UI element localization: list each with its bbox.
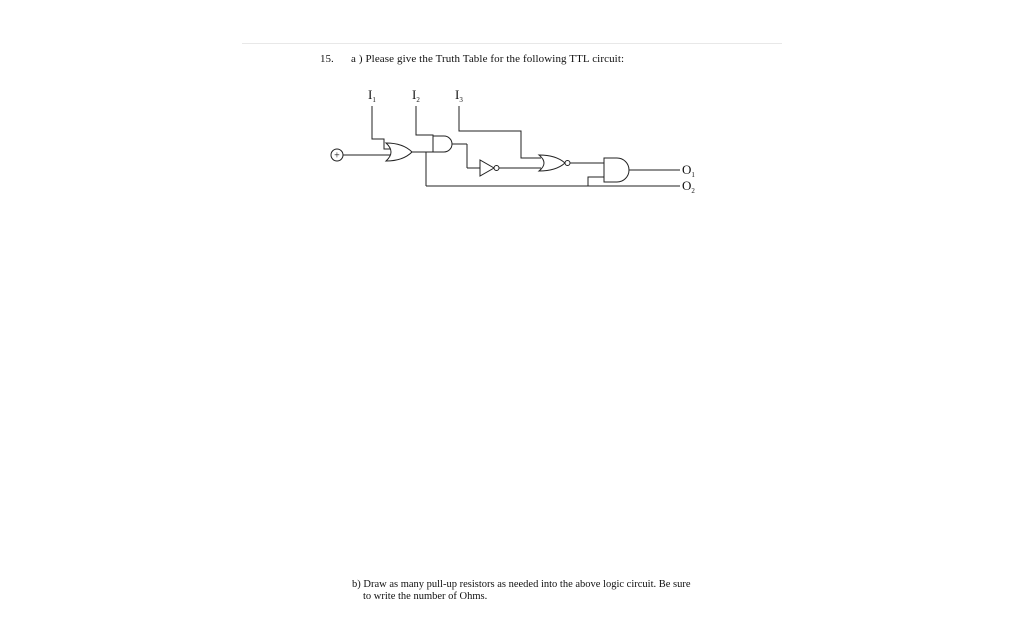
wire-o2-to-and — [588, 177, 604, 186]
output-label-o2: $O_2$ — [682, 178, 695, 195]
not-gate — [480, 160, 494, 176]
not-gate-bubble — [494, 166, 499, 171]
part-b-line-2: to write the number of Ohms. — [363, 591, 488, 602]
input-label-i1: $I_1$ — [368, 87, 376, 104]
part-b-line-1: b) Draw as many pull-up resistors as needed into the above logic circuit. Be sure — [352, 579, 691, 590]
question-part-b — [352, 579, 691, 603]
svg-text:+: + — [334, 150, 340, 162]
wire-i1 — [372, 106, 392, 149]
nor-gate-bubble — [565, 161, 570, 166]
and-gate-2 — [433, 136, 452, 152]
question-part-a: a ) Please give the Truth Table for the following TTL circuit: — [351, 53, 625, 65]
power-source-symbol — [331, 149, 343, 162]
question-number: 15. — [320, 53, 334, 65]
wire-i3 — [459, 106, 541, 158]
output-label-o1: $O_1$ — [682, 162, 695, 179]
nor-gate — [539, 155, 565, 171]
or-gate-1 — [386, 143, 412, 161]
input-label-i2: $I_2$ — [412, 87, 420, 104]
and-gate-final — [604, 158, 629, 182]
wire-i2 — [416, 106, 433, 141]
input-label-i3: $I_3$ — [455, 87, 463, 104]
